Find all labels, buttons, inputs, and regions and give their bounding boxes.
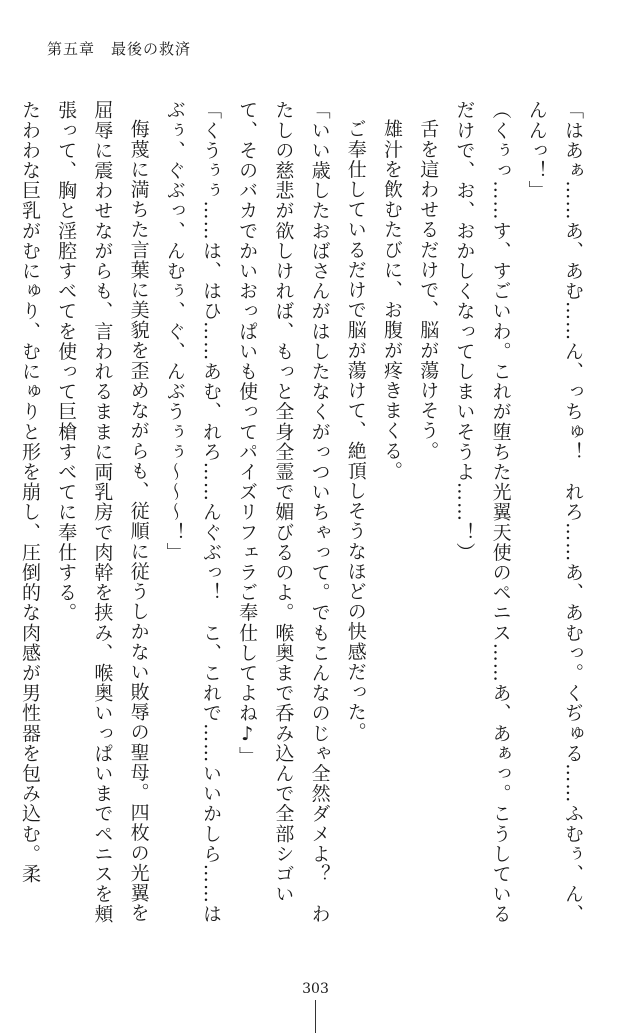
paragraph: 雄汁を飲むたびに、お腹が疼きまくる。 [380, 119, 403, 481]
paragraph: 「くうぅぅ……は、はひ……あむ、れろ……んぐぶっ！ こ、これで……いいかしら……はぶぅ、ぐぶっ、んむぅ、ぐ、んぶうぅぅ～～～！」 [163, 100, 222, 925]
paragraph: たわわな巨乳がむにゅり、むにゅりと形を崩し、圧倒的な肉感が男性器を包み込む。柔 [18, 100, 41, 884]
page-number: 303 [302, 981, 329, 997]
chapter-header: 第五章 最後の救済 [47, 40, 192, 58]
paragraph: ご奉仕しているだけで脳が蕩けて、絶頂しそうなほどの快感だった。 [344, 119, 367, 743]
paragraph: （くぅっ……す、すごいわ。これが堕ちた光翼天使のペニス……あ、あぁっ。こうしているだけで、お、おかしくなってしまいそうよ……！） [453, 100, 512, 925]
page-number-rule [315, 1000, 316, 1033]
body-text [18, 100, 591, 940]
paragraph: 舌を這わせるだけで、脳が蕩けそう。 [417, 119, 440, 461]
paragraph: 侮蔑に満ちた言葉に美貌を歪めながらも、従順に従うしかない敗辱の聖母。四枚の光翼を屈辱に震わせながらも、言われるままに両乳房で肉幹を挟み、喉奥いっぱいまでペニスを頬張って、胸と淫腔すべてを使って巨槍すべてに奉仕する。 [55, 100, 150, 925]
paragraph: 「いい歳したおばさんがはしたなくがっついちゃって。でもこんなのじゃ全然ダメよ？ わたしの慈悲が欲しければ、もっと全身全霊で媚びるのよ。喉奥まで呑み込んで全部シゴいて、そのバカでかいおっぱいも使ってパイズリフェラご奉仕してよね♪」 [236, 100, 331, 925]
paragraph: 「はあぁ……あ、あむ……ん、っちゅ！ れろ……あ、あむっ。くぢゅる……ふむぅ、ん、んんっ！」 [525, 100, 584, 925]
